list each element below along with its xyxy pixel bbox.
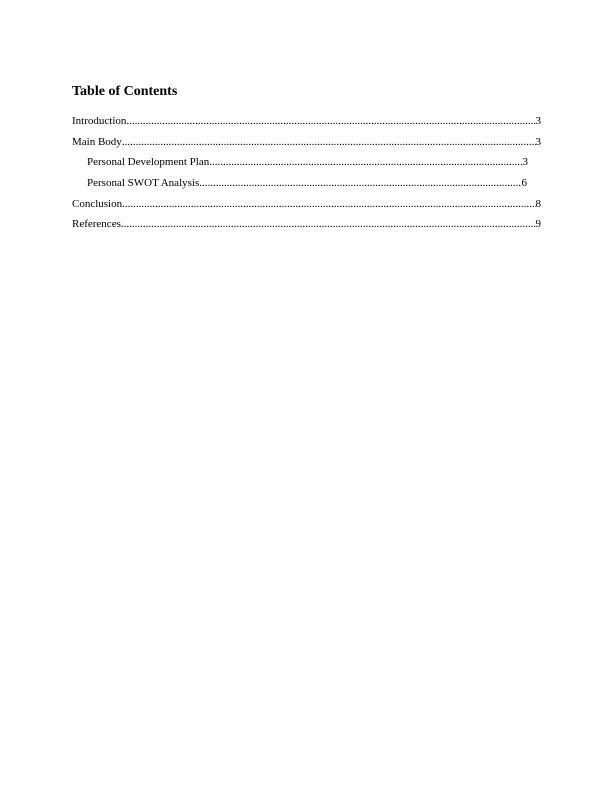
toc-title: Table of Contents	[72, 84, 178, 99]
toc-entry-introduction[interactable]	[72, 114, 541, 128]
toc-entry-conclusion[interactable]	[72, 197, 541, 211]
toc-dot-leader	[126, 114, 535, 128]
toc-dot-leader	[199, 176, 521, 190]
toc-page-number: 9	[535, 218, 541, 230]
toc-entry-personal-development-plan[interactable]	[87, 155, 528, 169]
toc-entry-label: References	[72, 218, 121, 230]
toc-entry-label: Personal SWOT Analysis	[87, 177, 200, 189]
toc-dot-leader	[122, 197, 535, 211]
toc-entry-main-body[interactable]	[72, 135, 541, 149]
toc-entry-personal-swot-analysis[interactable]	[87, 176, 527, 190]
toc-dot-leader	[121, 217, 536, 231]
toc-entry-label: Introduction	[72, 115, 127, 127]
toc-page-number: 6	[521, 177, 527, 189]
toc-page-number: 8	[535, 198, 541, 210]
toc-page-number: 3	[535, 136, 541, 148]
toc-page-number: 3	[522, 156, 528, 168]
toc-page-number: 3	[535, 115, 541, 127]
toc-dot-leader	[209, 155, 522, 169]
toc-entry-label: Main Body	[72, 136, 122, 148]
toc-dot-leader	[122, 135, 536, 149]
toc-entry-label: Conclusion	[72, 198, 123, 210]
toc-entry-references[interactable]	[72, 217, 541, 231]
toc-entry-label: Personal Development Plan	[87, 156, 210, 168]
